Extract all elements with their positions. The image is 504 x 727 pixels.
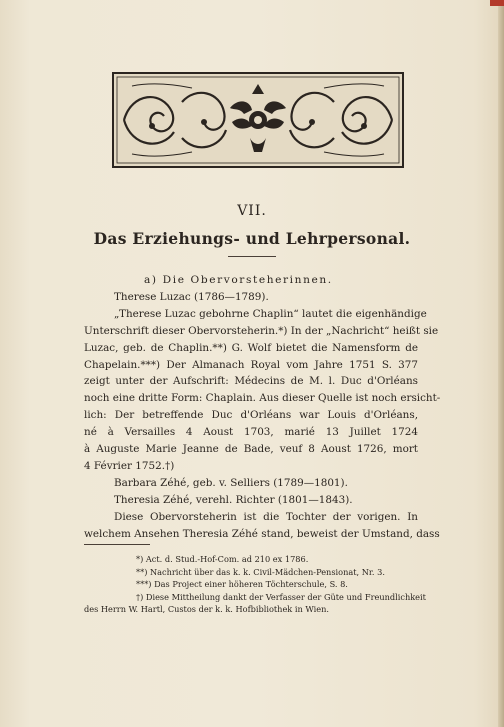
text-line: noch eine dritte Form: Chaplain. Aus dieser Quelle ist noch ersicht-: [84, 392, 441, 405]
footnote: ***) Das Project einer höheren Töchterschule, S. 8.: [136, 579, 348, 589]
text-line: Luzac, geb. de Chaplin.**) G. Wolf bietet die Namensform de: [84, 341, 418, 354]
bookmark-mark: [490, 0, 504, 6]
text-line: lich: Der betreffende Duc d'Orléans war Louis d'Orléans,: [84, 409, 418, 422]
footnote: *) Act. d. Stud.-Hof-Com. ad 210 ex 1786.: [136, 554, 309, 564]
footnote: †) Diese Mittheilung dankt der Verfasser der Güte und Freundlichkeit: [136, 591, 426, 602]
text-line: „Therese Luzac gebohrne Chaplin“ lautet die eigenhändige: [114, 307, 427, 320]
text-line: Unterschrift dieser Obervorsteherin.*) In der „Nachricht“ heißt sie: [84, 324, 439, 337]
footnote: des Herrn W. Hartl, Custos der k. k. Hofbibliothek in Wien.: [84, 604, 329, 614]
person-heading: Theresia Zéhé, verehl. Richter (1801—1843).: [114, 493, 353, 506]
footnote: **) Nachricht über das k. k. Civil-Mädchen-Pensionat, Nr. 3.: [136, 566, 385, 577]
text-line: né à Versailles 4 Aoust 1703, marié 13 Juillet 1724: [84, 426, 418, 439]
chapter-number: VII.: [237, 203, 267, 219]
text-line: à Auguste Marie Jeanne de Bade, veuf 8 Aoust 1726, mort: [84, 443, 418, 456]
footnote-rule: [84, 544, 150, 545]
text-line: Chapelain.***) Der Almanach Royal vom Jahre 1751 S. 377: [84, 358, 418, 371]
chapter-title: Das Erziehungs- und Lehrpersonal.: [93, 229, 411, 248]
page-edge: [498, 0, 504, 727]
text-line: welchem Ansehen Theresia Zéhé stand, beweist der Umstand, dass: [84, 527, 440, 540]
section-heading: a) Die Obervorsteherinnen.: [144, 274, 333, 286]
footnotes: [84, 553, 426, 616]
person-heading: Barbara Zéhé, geb. v. Selliers (1789—1801).: [114, 476, 348, 489]
text-line: Diese Obervorsteherin ist die Tochter der vorigen. In: [114, 510, 418, 523]
text-line: 4 Février 1752.†): [84, 459, 175, 472]
title-rule: [228, 256, 276, 257]
person-heading: Therese Luzac (1786—1789).: [114, 290, 269, 303]
text-line: zeigt unter der Aufschrift: Médecins de M. l. Duc d'Orléans: [84, 375, 418, 388]
ornamental-headpiece: [112, 72, 404, 168]
body-text: [84, 272, 441, 543]
